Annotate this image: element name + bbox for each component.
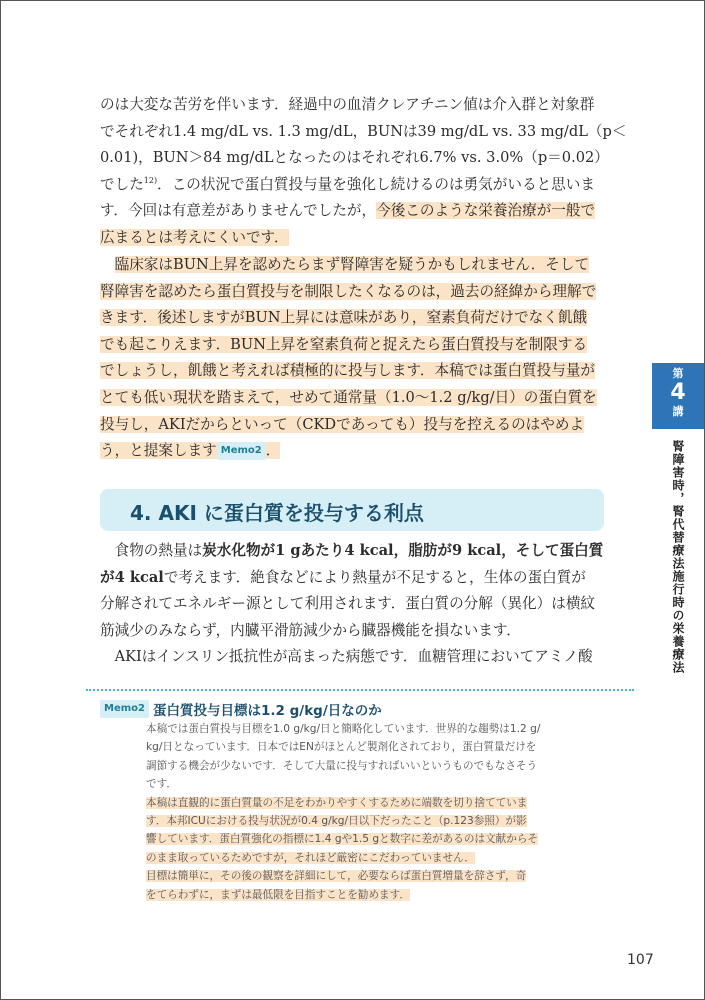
page-number: 107 xyxy=(627,952,654,968)
text-line xyxy=(100,225,610,252)
memo-line xyxy=(146,830,606,848)
text-line: 筋減少のみならず，内臓平滑筋減少から臓器機能を損ないます． xyxy=(100,621,521,639)
highlighted-text: のまま取っているためですが，それほど厳密にこだわっていません． xyxy=(146,851,475,864)
memo-line xyxy=(146,812,606,830)
bold-text: 炭水化物が1 gあたり4 kcal，脂肪が9 kcal，そして蛋白質 xyxy=(202,542,604,559)
highlighted-text: す．本邦ICUにおける投与状況が0.4 g/kg/日以下だったこと（p.123参照）が影 xyxy=(146,815,527,828)
text-segment: ．この状況で蛋白質投与量を強化し続けるのは勇気がいると思いま xyxy=(157,175,595,193)
highlighted-text: とても低い現状を踏まえて，せめて通常量（1.0〜1.2 g/kg/日）の蛋白質を xyxy=(100,388,597,406)
paragraph-2 xyxy=(100,252,610,465)
highlighted-text: 広まるとは考えにくいです． xyxy=(100,228,289,246)
chapter-tab-prefix: 第 xyxy=(672,367,684,380)
paragraph-1 xyxy=(100,92,627,252)
highlighted-text: をてらわずに，まずは最低限を目指すことを勧めます． xyxy=(146,888,410,901)
section-heading: 4. AKI に蛋白質を投与する利点 xyxy=(130,501,424,525)
chapter-side-title: 腎障害時，腎代替療法施行時の栄養療法 xyxy=(671,440,685,674)
memo-line xyxy=(146,849,606,867)
section-heading-box xyxy=(100,489,604,531)
text-line: のは大変な苦労を伴います．経過中の血清クレアチニン値は介入群と対象群 xyxy=(100,96,595,113)
text-segment: う，と提案します xyxy=(100,442,217,460)
memo-line: kg/日となっています．日本ではENがほとんど製剤化されており，蛋白質量だけを xyxy=(146,741,537,754)
memo-separator xyxy=(86,689,634,691)
memo-line xyxy=(146,867,606,885)
text-line xyxy=(100,198,610,225)
chapter-tab-suffix: 講 xyxy=(672,405,684,418)
chapter-tab xyxy=(652,363,704,429)
highlighted-text: 今後このような栄養治療が一般で xyxy=(376,202,596,220)
text-line xyxy=(100,538,610,565)
text-line xyxy=(100,332,610,359)
highlighted-text: でしょうし，飢餓と考えれば積極的に投与します．本稿では蛋白質投与量が xyxy=(100,362,596,380)
memo-line: です． xyxy=(146,778,177,791)
highlighted-text: 臨床家はBUN上昇を認めたらまず腎障害を疑うかもしれません．そして xyxy=(114,256,590,273)
text-line xyxy=(100,565,610,592)
memo-line xyxy=(146,886,606,904)
text-segment: 食物の熱量は xyxy=(114,542,203,559)
text-line: AKIはインスリン抵抗性が高まった病態です．血糖管理においてアミノ酸 xyxy=(114,648,593,665)
memo-title: 蛋白質投与目標は1.2 g/kg/日なのか xyxy=(152,702,382,719)
text-line: 0.01)，BUN＞84 mg/dLとなったのはそれぞれ6.7% vs. 3.0%（p＝0.02） xyxy=(100,149,609,167)
highlighted-text xyxy=(100,442,280,459)
text-line: 分解されてエネルギー源として利用されます．蛋白質の分解（異化）は横紋 xyxy=(100,595,596,613)
highlighted-text: 投与し，AKIだからといって（CKDであっても）投与を控えるのはやめよ xyxy=(100,415,585,433)
text-line xyxy=(100,438,610,465)
text-line xyxy=(100,252,610,279)
chapter-number: 4 xyxy=(670,380,686,405)
highlighted-text: 本稿は直観的に蛋白質量の不足をわかりやすくするために端数を切り捨てていま xyxy=(146,796,528,809)
text-line xyxy=(100,385,610,412)
text-segment: でした xyxy=(100,175,144,193)
paragraph-4 xyxy=(100,644,610,671)
memo-reference-tag[interactable]: Memo2 xyxy=(217,442,266,460)
memo-body xyxy=(146,720,606,904)
text-line xyxy=(100,279,610,306)
highlighted-text: 響しています．蛋白質強化の指標に1.4 gや1.5 gと数字に差があるのは文献からそ xyxy=(146,833,539,846)
text-line xyxy=(100,172,610,199)
text-segment: す．今回は有意差がありませんでしたが， xyxy=(100,202,377,220)
text-segment: ． xyxy=(265,442,281,460)
memo-line: 調節する機会が少ないです．そして大量に投与すればいいというものでもなさそう xyxy=(146,759,538,772)
text-segment: で考えます．絶食などにより熱量が不足すると，生体の蛋白質が xyxy=(163,568,586,586)
memo-header xyxy=(100,698,382,719)
memo-line: 本稿では蛋白質投与目標を1.0 g/kg/日と簡略化しています．世界的な趨勢は1.2 g/ xyxy=(146,723,541,735)
text-line xyxy=(100,358,610,385)
paragraph-3 xyxy=(100,538,610,644)
text-line xyxy=(100,305,610,332)
highlighted-text: でも起こりえます．BUN上昇を窒素負荷と捉えたら蛋白質投与を制限する xyxy=(100,335,588,353)
text-line: でそれぞれ1.4 mg/dL vs. 1.3 mg/dL，BUNは39 mg/dL vs. 33 mg/dL（p＜ xyxy=(100,122,627,140)
memo-tag: Memo2 xyxy=(100,700,149,718)
memo-line xyxy=(146,794,606,812)
highlighted-text: 腎障害を認めたら蛋白質投与を制限したくなるのは，過去の経緯から理解で xyxy=(100,282,597,300)
highlighted-text: きます．後述しますがBUN上昇には意味があり，窒素負荷だけでなく飢餓 xyxy=(100,309,588,327)
highlighted-text: 目標は簡単に，その後の観察を詳細にして，必要ならば蛋白質増量を辞さず，奇 xyxy=(146,870,527,883)
bold-text: が4 kcal xyxy=(100,568,164,586)
citation-superscript: 12) xyxy=(143,175,158,185)
text-line xyxy=(100,412,610,439)
